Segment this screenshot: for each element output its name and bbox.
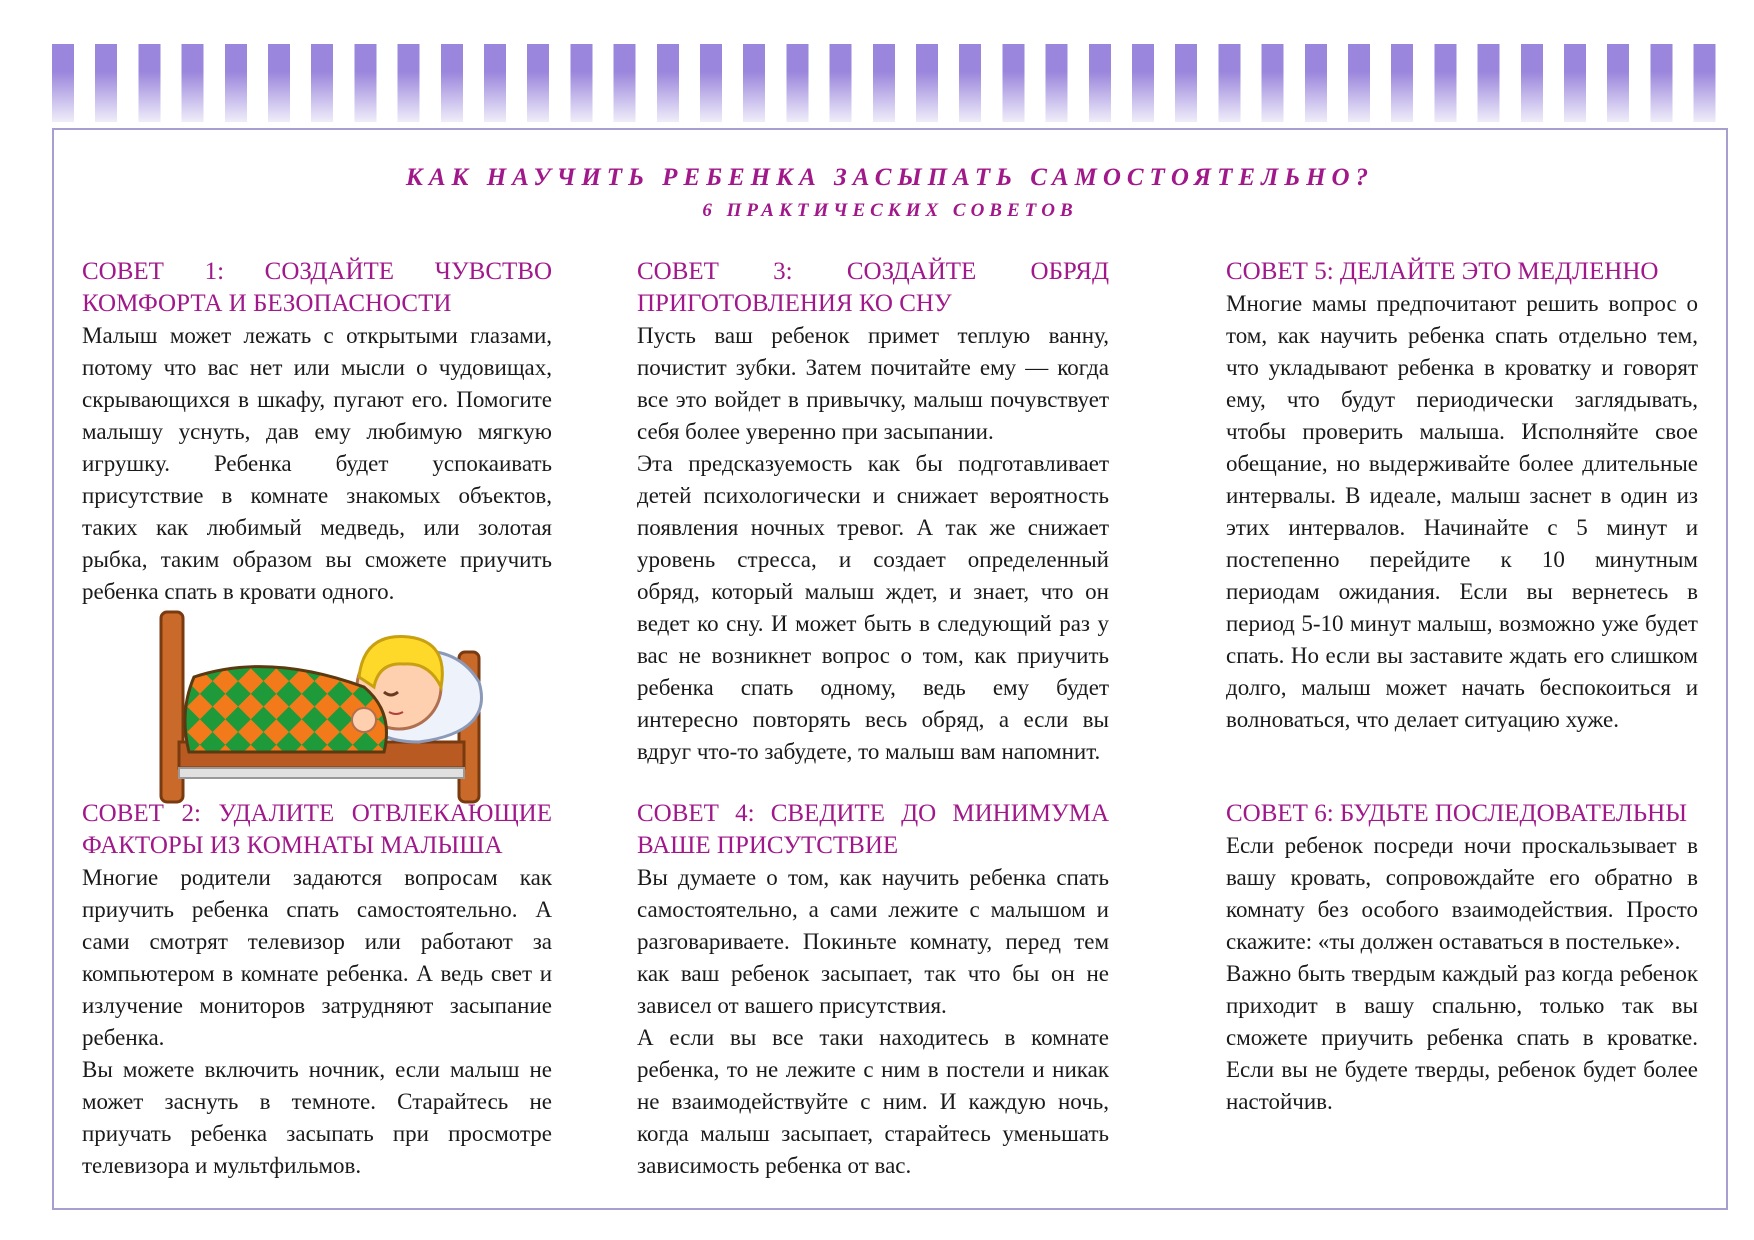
tip-paragraph: Пусть ваш ребенок примет теплую ванну, почистит зубки. Затем почитайте ему — когда все это войдет в привычку, малыш почувствует себя более уверенно при засыпании.: [637, 323, 1109, 444]
tip-paragraph: А если вы все таки находитесь в комнате ребенка, то не лежите с ним в постели и никак не взаимодействуйте с ним. И каждую ночь, когда малыш засыпает, старайтесь уменьшать зависимость ребенка от вас.: [637, 1025, 1109, 1178]
tip-paragraph: Эта предсказуемость как бы подготавливает детей психологически и снижает вероятность появления ночных тревог. А так же снижает уровень стресса, и создает определенный обряд, который малыш ждет, и знает, что он ведет ко сну. И может быть в следующий раз у вас не возникнет вопрос о том, как приучить ребенка спать одному, ведь ему будет интересно повторять весь обряд, а если вы вдруг что-то забудете, то малыш вам напомнит.: [637, 451, 1109, 764]
tip-6: [1226, 798, 1698, 1118]
tip-heading: СОВЕТ 4: СВЕДИТЕ ДО МИНИМУМА ВАШЕ ПРИСУТСТВИЕ: [637, 800, 1109, 859]
tip-5: [1226, 256, 1698, 736]
page-subtitle: 6 ПРАКТИЧЕСКИХ СОВЕТОВ: [702, 200, 1078, 221]
tip-paragraph: Вы можете включить ночник, если малыш не может заснуть в темноте. Старайтесь не приучать ребенка засыпать при просмотре телевизора и мультфильмов.: [82, 1057, 552, 1178]
tip-paragraph: Важно быть твердым каждый раз когда ребенок приходит в вашу спальню, только так вы сможете приучить ребенка спать в кроватке. Если вы не будете тверды, ребенок будет более настойчив.: [1226, 961, 1698, 1114]
tip-heading: СОВЕТ 6: БУДЬТЕ ПОСЛЕДОВАТЕЛЬНЫ: [1226, 800, 1687, 827]
tip-1: [82, 256, 552, 608]
tip-heading: СОВЕТ 2: УДАЛИТЕ ОТВЛЕКАЮЩИЕ ФАКТОРЫ ИЗ КОМНАТЫ МАЛЫША: [82, 800, 552, 859]
tip-paragraph: Многие мамы предпочитают решить вопрос о том, как научить ребенка спать отдельно тем, что укладывают ребенка в кроватку и говорят ему, что будут периодически заглядывать, чтобы проверить малыша. Исполняйте свое обещание, но выдерживайте более длительные интервалы. В идеале, малыш заснет в один из этих интервалов. Начинайте с 5 минут и постепенно перейдите к 10 минутным периодам ожидания. Если вы вернетесь в период 5-10 минут малыш, возможно уже будет спать. Но если вы заставите ждать его слишком долго, малыш может начать беспокоиться и волноваться, что делает ситуацию хуже.: [1226, 291, 1698, 732]
tip-heading: СОВЕТ 5: ДЕЛАЙТЕ ЭТО МЕДЛЕННО: [1226, 258, 1659, 285]
sleeping-child-in-bed-icon: [149, 592, 549, 807]
page-title: КАК НАУЧИТЬ РЕБЕНКА ЗАСЫПАТЬ САМОСТОЯТЕЛЬНО?: [405, 164, 1375, 191]
article-frame: [52, 128, 1728, 1210]
tip-paragraph: Если ребенок посреди ночи проскальзывает в вашу кровать, сопровождайте его обратно в комнату без особого взаимодействия. Просто скажите: «ты должен оставаться в постельке».: [1226, 833, 1698, 954]
tip-paragraph: Малыш может лежать с открытыми глазами, потому что вас нет или мысли о чудовищах, скрывающихся в шкафу, пугают его. Помогите малышу уснуть, дав ему любимую мягкую игрушку. Ребенка будет успокаивать присутствие в комнате знакомых объектов, таких как любимый медведь, или золотая рыбка, таким образом вы сможете приучить ребенка спать в кровати одного.: [82, 323, 552, 604]
tip-4: [637, 798, 1109, 1182]
tip-paragraph: Вы думаете о том, как научить ребенка спать самостоятельно, а сами лежите с малышом и разговариваете. Покиньте комнату, перед тем как ваш ребенок засыпает, так что бы он не зависел от вашего присутствия.: [637, 865, 1109, 1018]
tip-heading: СОВЕТ 1: СОЗДАЙТЕ ЧУВСТВО КОМФОРТА И БЕЗОПАСНОСТИ: [82, 258, 552, 317]
tip-3: [637, 256, 1109, 768]
tip-2: [82, 798, 552, 1182]
tip-heading: СОВЕТ 3: СОЗДАЙТЕ ОБРЯД ПРИГОТОВЛЕНИЯ КО СНУ: [637, 258, 1109, 317]
striped-header-band: [52, 44, 1730, 122]
tip-paragraph: Многие родители задаются вопросам как приучить ребенка спать самостоятельно. А сами смотрят телевизор или работают за компьютером в комнате ребенка. А ведь свет и излучение мониторов затрудняют засыпание ребенка.: [82, 865, 552, 1050]
